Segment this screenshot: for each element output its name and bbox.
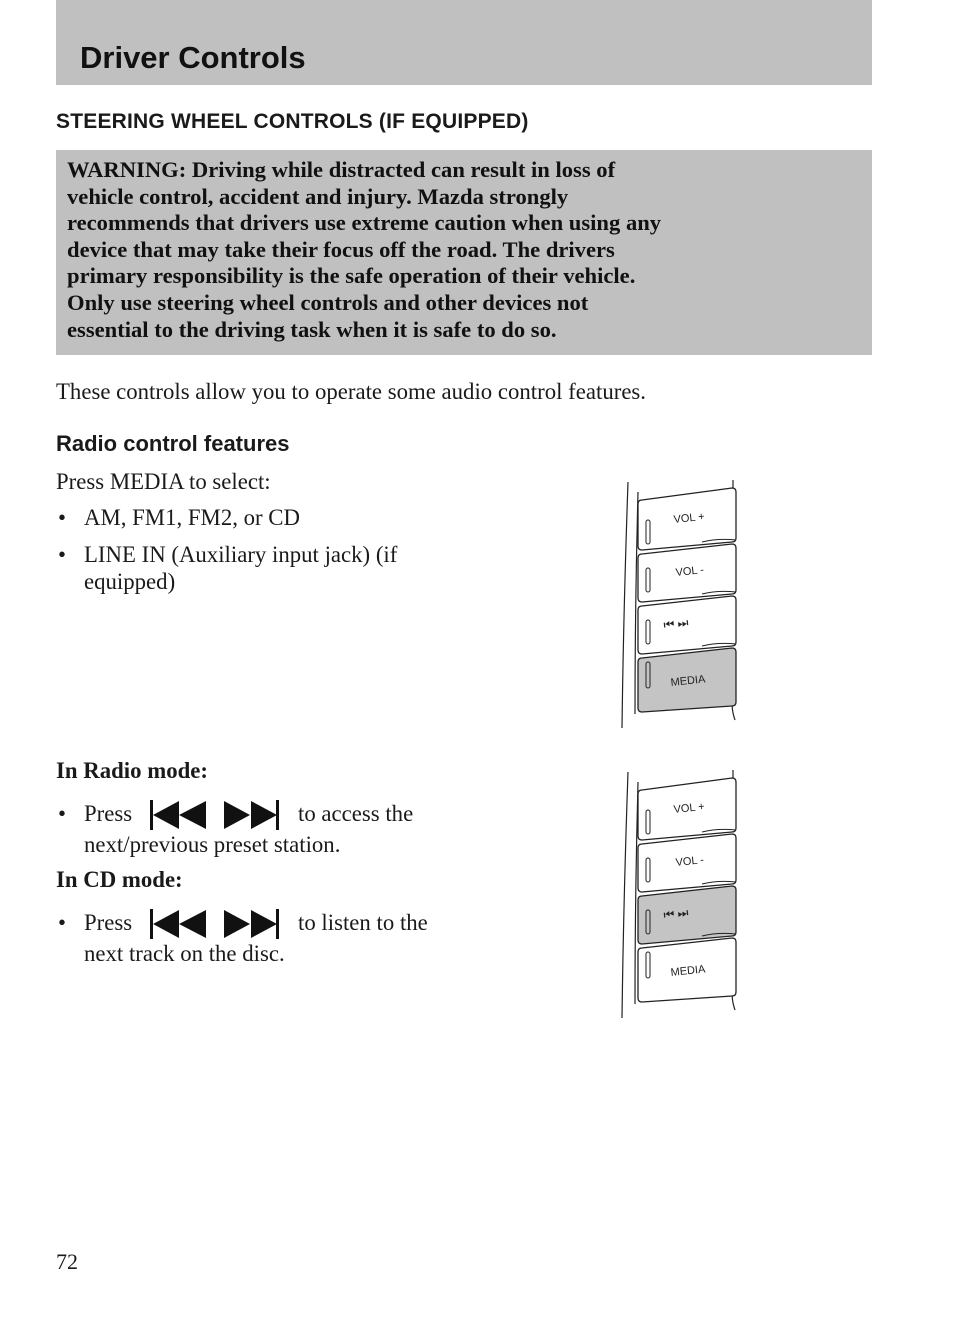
instruction-text: to access the [298,801,414,826]
subsection-heading: Radio control features [56,431,290,456]
warning-text [67,157,862,343]
list-item-text: LINE IN (Auxiliary input jack) (if [84,542,398,567]
warning-box [56,150,872,355]
press-text: Press [84,801,133,826]
media-button [638,938,736,1002]
press-text: Press [84,910,133,935]
seek-button [638,596,736,654]
vol-down-button [638,834,736,892]
list-item: • LINE IN (Auxiliary input jack) (if equipped) [58,542,398,594]
vol-down-button [638,544,736,602]
vol-down-label: VOL - [675,564,705,579]
vol-up-label: VOL + [673,800,706,816]
media-label: MEDIA [670,963,706,979]
warning-line: WARNING: Driving while distracted can result in loss of [67,157,616,182]
seek-back-forward-icon [148,907,282,941]
warning-line: vehicle control, accident and injury. Mazda strongly [67,183,569,209]
radio-mode-label: In Radio mode: [56,758,208,783]
vol-up-button [638,778,736,840]
press-media-text: Press MEDIA to select: [56,469,271,494]
vol-up-button [638,488,736,550]
page-number: 72 [56,1249,78,1274]
warning-line: device that may take their focus off the road. The drivers [67,236,615,262]
seek-back-forward-icon [148,798,282,832]
steering-controls-diagram-media [618,478,744,730]
header-band [56,0,872,85]
warning-line: recommends that drivers use extreme caution when using any [67,210,662,236]
list-item: • AM, FM1, FM2, or CD [58,505,300,530]
warning-line: primary responsibility is the safe operation of their vehicle. [67,263,636,289]
intro-paragraph: These controls allow you to operate some audio control features. [56,379,647,404]
warning-line: essential to the driving task when it is safe to do so. [67,316,557,342]
instruction-text: next track on the disc. [84,941,285,966]
vol-up-label: VOL + [673,510,706,526]
media-label: MEDIA [670,673,706,689]
instruction-text: to listen to the [298,910,428,935]
section-heading: STEERING WHEEL CONTROLS (IF EQUIPPED) [56,110,529,133]
page-title: Driver Controls [80,40,306,75]
list-item-text: AM, FM1, FM2, or CD [84,505,300,530]
warning-line: Only use steering wheel controls and other devices not [67,289,589,315]
seek-label: ⏮ ⏭ [662,905,690,922]
instruction-text: next/previous preset station. [84,832,341,857]
list-item-text: equipped) [84,569,176,594]
steering-controls-diagram-seek [618,768,744,1020]
seek-label: ⏮ ⏭ [662,615,690,632]
seek-button [638,886,736,944]
media-button [638,648,736,712]
vol-down-label: VOL - [675,854,705,869]
media-source-list [56,504,486,595]
cd-mode-label: In CD mode: [56,867,183,892]
